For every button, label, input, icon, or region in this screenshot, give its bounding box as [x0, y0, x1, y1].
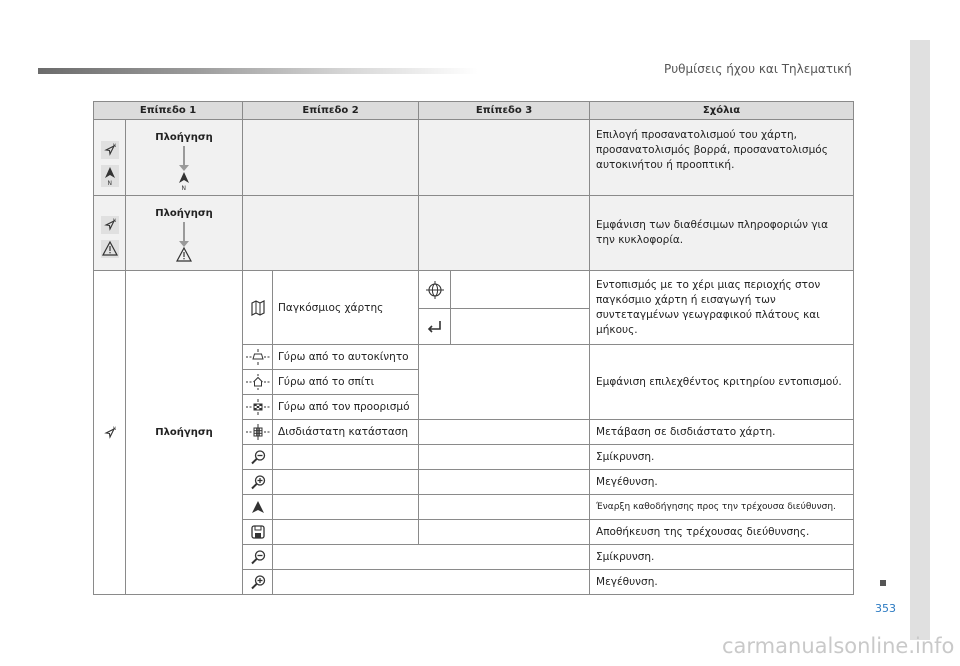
enter-empty — [451, 309, 590, 345]
page-marker — [880, 580, 886, 586]
globe-icon-cell — [419, 271, 451, 309]
navigation-arrow-icon[interactable] — [243, 495, 273, 520]
row2-level1 — [126, 196, 243, 271]
zoom-in-empty — [273, 470, 419, 495]
save-comment: Αποθήκευση της τρέχουσας διεύθυνσης. — [590, 520, 854, 545]
split-label[interactable]: Δισδιάστατη κατάσταση — [273, 420, 419, 445]
watermark: carmanualsonline.info — [722, 634, 955, 658]
grid-crosshair-icon[interactable] — [243, 420, 273, 445]
header-gradient-bar — [38, 68, 478, 74]
row2-icons — [94, 196, 126, 271]
save-empty — [273, 520, 419, 545]
table-row — [94, 120, 854, 196]
svg-text:N: N — [112, 218, 116, 223]
row2-level2 — [243, 196, 419, 271]
col-header-level2: Επίπεδο 2 — [243, 102, 419, 120]
row3-icon — [94, 271, 126, 595]
map-orientation-icon — [94, 216, 125, 234]
page-side-tab — [910, 40, 930, 640]
bottom-zoom-out-empty — [273, 545, 590, 570]
criterion-comment: Εμφάνιση επιλεχθέντος κριτηρίου εντοπισμού. — [590, 345, 854, 420]
save-icon[interactable] — [243, 520, 273, 545]
row1-icons — [94, 120, 126, 196]
map-orientation-icon — [94, 424, 125, 442]
start-guidance-empty — [273, 495, 419, 520]
zoom-in-level3-empty — [419, 470, 590, 495]
split-comment: Μετάβαση σε δισδιάστατο χάρτη. — [590, 420, 854, 445]
col-header-level3: Επίπεδο 3 — [419, 102, 590, 120]
flag-crosshair-icon[interactable] — [243, 395, 273, 420]
svg-text:N: N — [181, 185, 186, 192]
svg-text:N: N — [112, 142, 116, 148]
table-row — [94, 196, 854, 271]
zoom-out-level3-empty — [419, 445, 590, 470]
col-header-level1: Επίπεδο 1 — [94, 102, 243, 120]
around-car-label[interactable]: Γύρω από το αυτοκίνητο — [273, 345, 419, 370]
section-title: Ρυθμίσεις ήχου και Τηλεματική — [664, 62, 852, 76]
north-arrow-icon — [94, 165, 125, 187]
world-map-comment: Εντοπισμός με το χέρι μιας περιοχής στον παγκόσμιο χάρτη ή εισαγωγή των συντεταγμένων γεωγραφικού πλάτους και μήκους. — [590, 271, 854, 345]
around-dest-label[interactable]: Γύρω από τον προορισμό — [273, 395, 419, 420]
world-map-label[interactable]: Παγκόσμιος χάρτης — [273, 271, 419, 345]
table-row — [94, 271, 854, 309]
page-number: 353 — [875, 602, 896, 615]
split-level3-empty — [419, 420, 590, 445]
car-crosshair-icon[interactable] — [243, 345, 273, 370]
save-level3-empty — [419, 520, 590, 545]
zoom-in-comment-2: Μεγέθυνση. — [590, 570, 854, 595]
home-crosshair-icon[interactable] — [243, 370, 273, 395]
zoom-out-comment-2: Σμίκρυνση. — [590, 545, 854, 570]
start-guidance-comment: Έναρξη καθοδήγησης προς την τρέχουσα διεύθυνση. — [590, 495, 854, 520]
map-icon[interactable] — [243, 299, 272, 317]
warning-icon[interactable] — [126, 246, 242, 264]
svg-text:N: N — [107, 179, 112, 187]
row3-label[interactable]: Πλοήγηση — [126, 271, 243, 595]
zoom-in-icon[interactable] — [243, 570, 273, 595]
down-arrow-icon — [183, 146, 185, 166]
row1-label[interactable]: Πλοήγηση — [155, 132, 213, 143]
globe-empty — [451, 271, 590, 309]
row2-comment: Εμφάνιση των διαθέσιμων πληροφοριών για την κυκλοφορία. — [590, 196, 854, 271]
zoom-in-icon[interactable] — [243, 470, 273, 495]
around-home-label[interactable]: Γύρω από το σπίτι — [273, 370, 419, 395]
zoom-out-empty — [273, 445, 419, 470]
row1-comment: Επιλογή προσανατολισμού του χάρτη, προσανατολισμός βορρά, προσανατολισμός αυτοκινήτου ή προοπτική. — [590, 120, 854, 196]
enter-icon[interactable] — [419, 318, 450, 336]
row1-level1 — [126, 120, 243, 196]
warning-icon — [94, 240, 125, 258]
table-header-row — [94, 102, 854, 120]
world-map-icon-cell — [243, 271, 273, 345]
enter-icon-cell — [419, 309, 451, 345]
row1-level2 — [243, 120, 419, 196]
zoom-out-icon[interactable] — [243, 545, 273, 570]
globe-icon[interactable] — [419, 280, 450, 300]
svg-text:N: N — [112, 425, 116, 431]
zoom-in-comment: Μεγέθυνση. — [590, 470, 854, 495]
around-level3-empty — [419, 345, 590, 420]
zoom-out-comment: Σμίκρυνση. — [590, 445, 854, 470]
row1-level3 — [419, 120, 590, 196]
col-header-comments: Σχόλια — [590, 102, 854, 120]
start-guidance-level3-empty — [419, 495, 590, 520]
zoom-out-icon[interactable] — [243, 445, 273, 470]
bottom-zoom-in-empty — [273, 570, 590, 595]
north-arrow-icon[interactable] — [126, 170, 242, 192]
menu-table — [93, 101, 854, 595]
down-arrow-icon — [183, 222, 185, 242]
row2-level3 — [419, 196, 590, 271]
row2-label[interactable]: Πλοήγηση — [155, 208, 213, 219]
map-orientation-icon — [94, 141, 125, 159]
